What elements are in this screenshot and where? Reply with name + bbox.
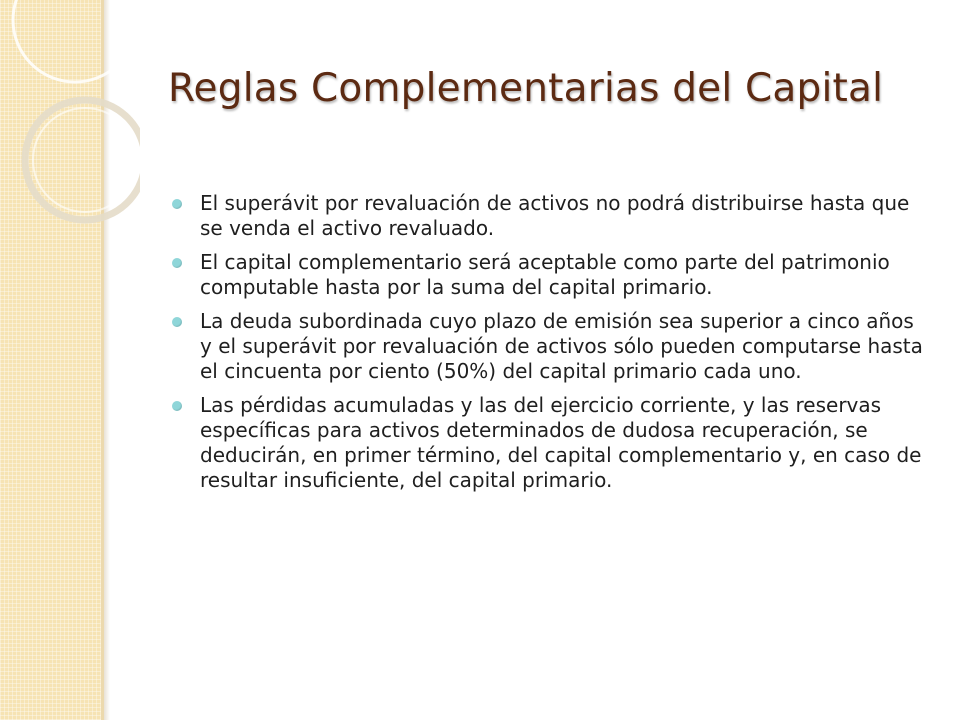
bullet-dot-icon [172, 401, 182, 411]
decorative-circle-top [13, 0, 137, 82]
decorative-circles [0, 0, 140, 260]
bullet-item-2 [168, 250, 928, 300]
bullet-item-3 [168, 309, 928, 384]
bullet-item-1 [168, 191, 928, 241]
bullet-dot-icon [172, 199, 182, 209]
slide-title: Reglas Complementarias del Capital [168, 66, 884, 111]
bullet-text-2: El capital complementario será aceptable como parte del patrimonio computable hasta por la suma del capital primario. [200, 250, 890, 299]
bullet-list [168, 191, 928, 502]
bullet-text-3: La deuda subordinada cuyo plazo de emisión sea superior a cinco años y el superávit por revaluación de activos sólo pueden computarse hasta el cincuenta por ciento (50%) del capital primario cada uno. [200, 309, 923, 383]
bullet-text-4: Las pérdidas acumuladas y las del ejercicio corriente, y las reservas específicas para activos determinados de dudosa recuperación, se deducirán, en primer término, del capital complementario y, en caso de resultar insuficiente, del capital primario. [200, 393, 922, 492]
decorative-circle-inner [33, 108, 137, 212]
bullet-dot-icon [172, 258, 182, 268]
decorative-circle-ring [25, 100, 140, 220]
bullet-item-4 [168, 393, 928, 493]
bullet-dot-icon [172, 317, 182, 327]
bullet-text-1: El superávit por revaluación de activos no podrá distribuirse hasta que se venda el activo revaluado. [200, 191, 910, 240]
